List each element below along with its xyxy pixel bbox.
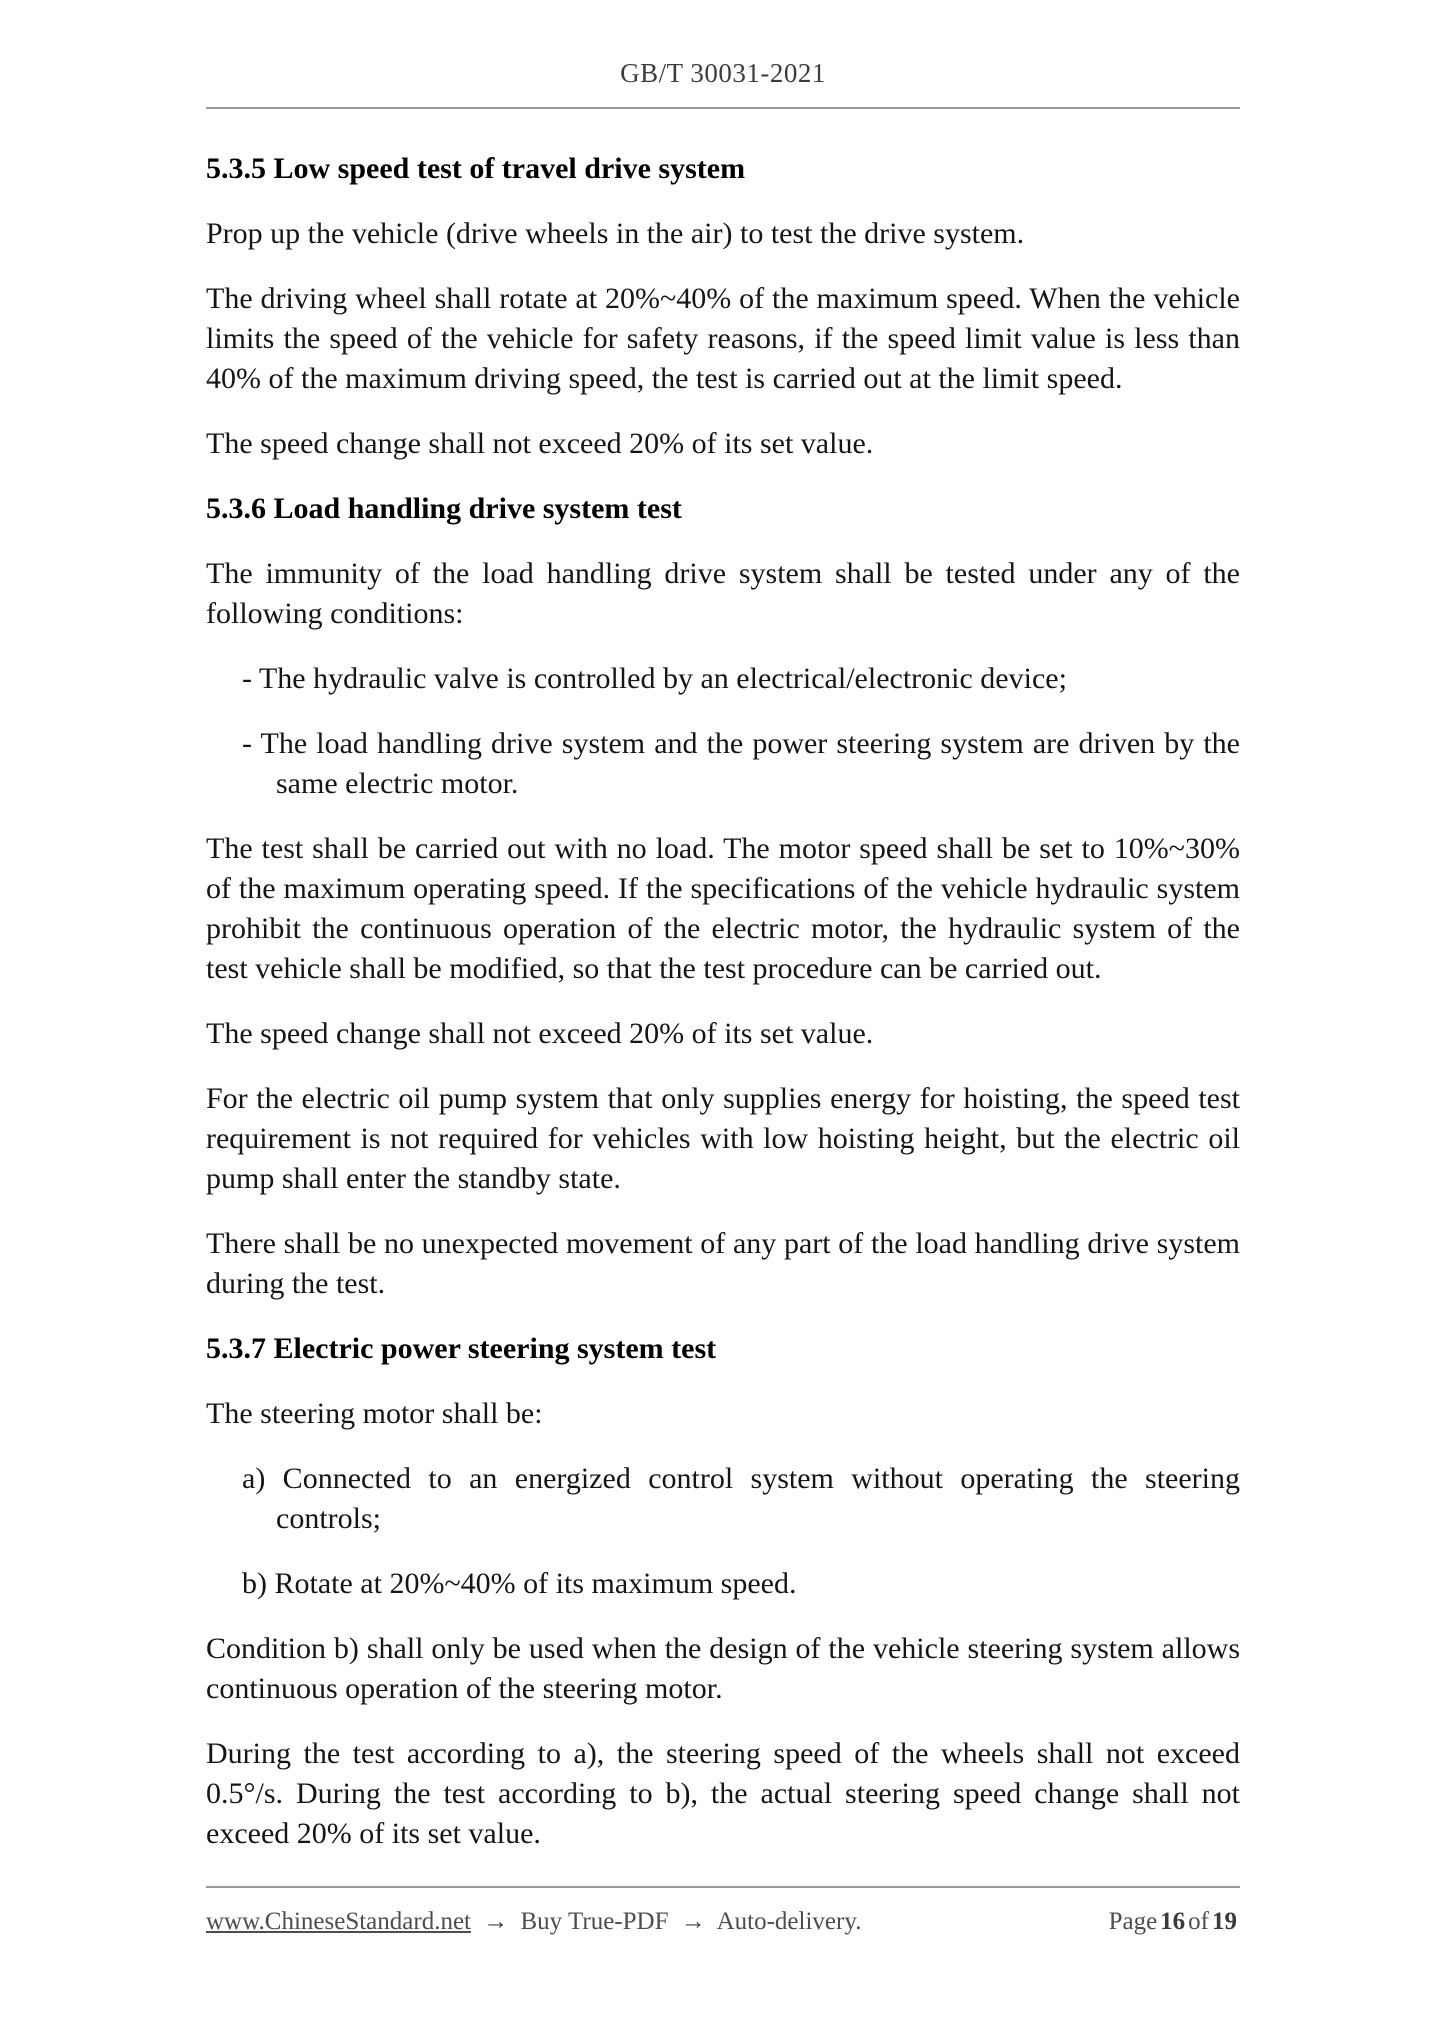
paragraph: Condition b) shall only be used when the design of the vehicle steering system allows continuous operation of the steering motor. [206, 1632, 1240, 1705]
page-header [206, 0, 1240, 109]
footer-promo [206, 1908, 861, 1936]
paragraph: The test shall be carried out with no load. The motor speed shall be set to 10%~30% of the maximum operating speed. If the specifications of the vehicle hydraulic system prohibit the continuous operation of the electric motor, the hydraulic system of the test vehicle shall be modified, so that the test procedure can be carried out. [206, 832, 1240, 985]
footer-website-link[interactable]: www.ChineseStandard.net [206, 1908, 471, 1935]
header-divider [206, 107, 1240, 109]
page-total-number: 19 [1212, 1908, 1237, 1935]
page-footer [206, 1886, 1240, 1936]
right-arrow-icon: → [483, 1908, 509, 1935]
paragraph: For the electric oil pump system that only supplies energy for hoisting, the speed test requirement is not required for vehicles with low hoisting height, but the electric oil pump shall enter the standby state. [206, 1082, 1240, 1195]
paragraph: The steering motor shall be: [206, 1397, 543, 1430]
dash-list-item: - The load handling drive system and the power steering system are driven by the same electric motor. [242, 727, 1240, 800]
page-current-number: 16 [1160, 1908, 1186, 1935]
paragraph: The speed change shall not exceed 20% of its set value. [206, 427, 874, 460]
footer-divider [206, 1886, 1240, 1888]
document-body [206, 149, 1240, 1854]
content-column [206, 0, 1240, 1854]
lettered-list-item-a: a) Connected to an energized control system without operating the steering controls; [242, 1462, 1240, 1535]
section-heading-load-handling-test: 5.3.6 Load handling drive system test [206, 492, 682, 525]
footer-delivery-label: Auto-delivery. [716, 1908, 862, 1935]
section-heading-low-speed-test: 5.3.5 Low speed test of travel drive system [206, 152, 746, 185]
lettered-list-item-b: b) Rotate at 20%~40% of its maximum speed. [242, 1567, 797, 1600]
paragraph: During the test according to a), the steering speed of the wheels shall not exceed 0.5°/s. During the test according to b), the actual steering speed change shall not exceed 20% of its set value. [206, 1737, 1240, 1850]
right-arrow-icon: → [680, 1908, 706, 1935]
paragraph: There shall be no unexpected movement of any part of the load handling drive system during the test. [206, 1227, 1240, 1300]
paragraph: The immunity of the load handling drive system shall be tested under any of the following conditions: [206, 557, 1240, 630]
paragraph: Prop up the vehicle (drive wheels in the air) to test the drive system. [206, 217, 1025, 250]
section-heading-power-steering-test: 5.3.7 Electric power steering system test [206, 1332, 717, 1365]
dash-list-item: - The hydraulic valve is controlled by an electrical/electronic device; [242, 662, 1067, 695]
of-label: of [1188, 1908, 1209, 1935]
page-indicator [1109, 1908, 1240, 1936]
page-label: Page [1108, 1908, 1158, 1935]
paragraph: The speed change shall not exceed 20% of its set value. [206, 1017, 874, 1050]
footer-buy-label: Buy True-PDF [520, 1908, 669, 1935]
paragraph: The driving wheel shall rotate at 20%~40% of the maximum speed. When the vehicle limits the speed of the vehicle for safety reasons, if the speed limit value is less than 40% of the maximum driving speed, the test is carried out at the limit speed. [206, 282, 1240, 395]
standard-number: GB/T 30031-2021 [620, 58, 826, 88]
